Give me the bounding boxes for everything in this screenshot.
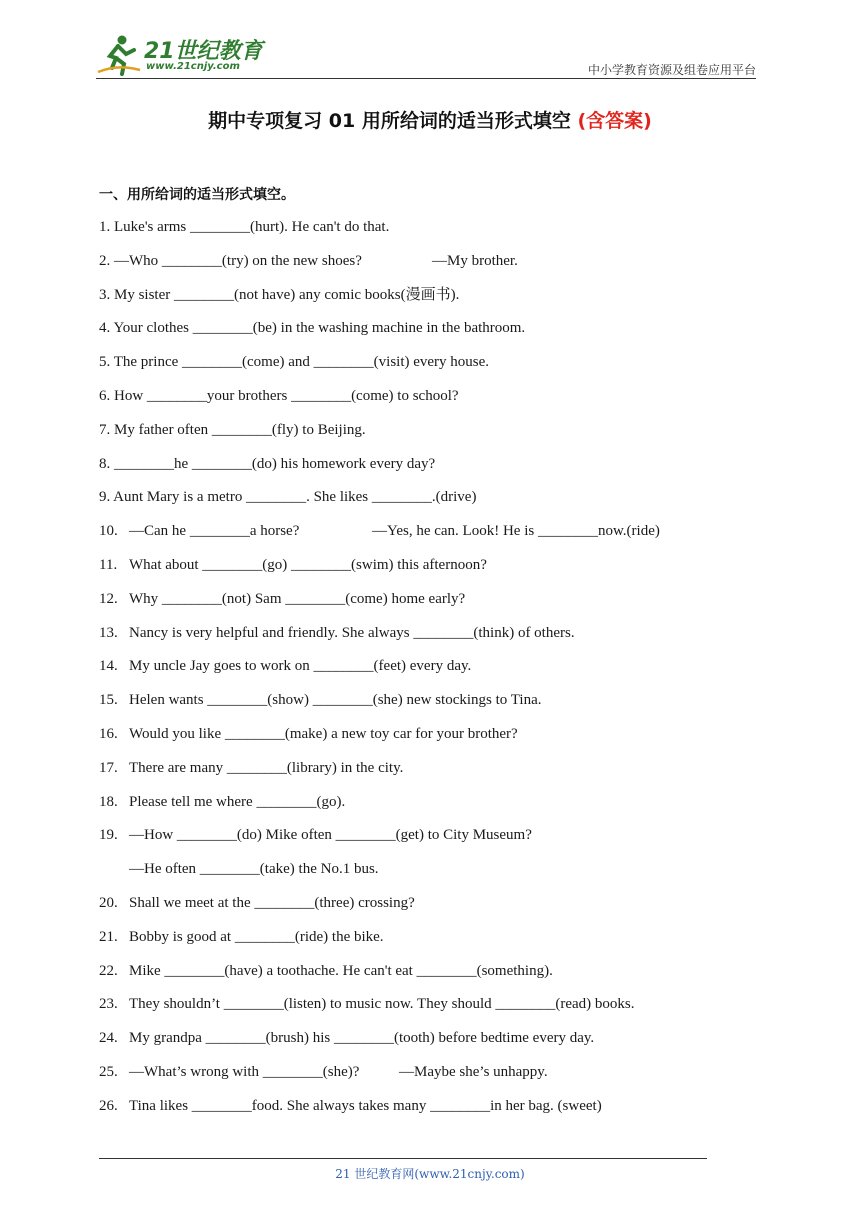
question-number: 10. <box>99 523 118 540</box>
question-item <box>99 893 739 927</box>
question-item <box>99 758 739 792</box>
question-text: My grandpa ________(brush) his ________(tooth) before bedtime every day. <box>129 1030 595 1047</box>
question-item <box>99 454 739 488</box>
question-text: Aunt Mary is a metro ________. She likes ________.(drive) <box>110 489 477 506</box>
page-title <box>0 106 860 133</box>
question-text: Nancy is very helpful and friendly. She always ________(think) of others. <box>129 624 575 641</box>
question-item <box>99 352 739 386</box>
footer-divider <box>99 1158 707 1159</box>
question-item <box>99 589 739 623</box>
page-header <box>96 34 756 78</box>
question-number: 21. <box>99 928 118 945</box>
question-text: Your clothes ________(be) in the washing machine in the bathroom. <box>110 320 526 337</box>
question-number: 25. <box>99 1063 118 1080</box>
question-number: 12. <box>99 590 118 607</box>
question-item <box>99 623 739 657</box>
question-item <box>99 318 739 352</box>
question-text: Luke's arms ________(hurt). He can't do that. <box>110 219 390 235</box>
logo-url: www.21cnjy.com <box>146 61 240 72</box>
question-text: My father often ________(fly) to Beijing. <box>110 421 366 438</box>
question-text: How ________your brothers ________(come) to school? <box>110 387 459 404</box>
question-item <box>99 285 739 319</box>
section-heading: 一、用所给词的适当形式填空。 <box>99 187 295 203</box>
question-item <box>99 1096 739 1130</box>
header-divider <box>96 78 756 79</box>
question-text: Mike ________(have) a toothache. He can't eat ________(something). <box>129 962 553 979</box>
question-number: 16. <box>99 725 118 742</box>
question-item <box>99 487 739 521</box>
question-number: 22. <box>99 962 118 979</box>
question-response-text: —My brother. <box>432 252 518 269</box>
question-text: There are many ________(library) in the city. <box>129 759 404 776</box>
question-text: Tina likes ________food. She always takes many ________in her bag. (sweet) <box>129 1097 602 1114</box>
question-text: They shouldn’t ________(listen) to music now. They should ________(read) books. <box>129 996 635 1013</box>
question-response-text: —Maybe she’s unhappy. <box>399 1063 548 1080</box>
question-number: 19. <box>99 827 118 844</box>
question-number: 24. <box>99 1030 118 1047</box>
question-number: 17. <box>99 759 118 776</box>
question-list <box>99 217 739 1130</box>
title-answer-tag: (含答案) <box>577 110 652 132</box>
question-number: 26. <box>99 1097 118 1114</box>
question-text: Shall we meet at the ________(three) crossing? <box>129 894 415 911</box>
header-platform-text: 中小学教育资源及组卷应用平台 <box>587 63 756 77</box>
question-text: ________he ________(do) his homework every day? <box>110 455 436 472</box>
question-text: Helen wants ________(show) ________(she) new stockings to Tina. <box>129 692 542 709</box>
question-response-text: —Yes, he can. Look! He is ________now.(ride) <box>372 523 660 540</box>
question-number: 18. <box>99 793 118 810</box>
question-number: 1. <box>99 219 111 235</box>
question-item <box>99 251 739 285</box>
question-item <box>99 690 739 724</box>
question-number: 13. <box>99 624 118 641</box>
question-item <box>99 217 739 251</box>
logo-text: 21世纪教育 <box>144 39 263 64</box>
question-item <box>99 386 739 420</box>
question-number: 20. <box>99 894 118 911</box>
question-item <box>99 994 739 1028</box>
question-text: My sister ________(not have) any comic books(漫画书). <box>110 286 460 303</box>
question-item <box>99 825 739 859</box>
question-number: 9. <box>99 489 111 506</box>
question-text: Why ________(not) Sam ________(come) home early? <box>129 590 466 607</box>
site-logo <box>96 34 266 78</box>
runner-logo-icon <box>96 34 142 76</box>
question-text: —How ________(do) Mike often ________(get) to City Museum? <box>129 827 532 844</box>
question-item <box>99 792 739 826</box>
question-item <box>99 420 739 454</box>
question-number: 2. <box>99 252 111 269</box>
question-number: 5. <box>99 354 111 371</box>
question-number: 6. <box>99 387 111 404</box>
question-number: 8. <box>99 455 111 472</box>
question-text: —Who ________(try) on the new shoes? <box>110 252 362 269</box>
question-text: —He often ________(take) the No.1 bus. <box>129 861 379 878</box>
question-number: 23. <box>99 996 118 1013</box>
question-text: Bobby is good at ________(ride) the bike. <box>129 928 384 945</box>
question-item <box>99 1062 739 1096</box>
title-main: 期中专项复习 01 用所给词的适当形式填空 <box>208 110 578 132</box>
question-text: —What’s wrong with ________(she)? <box>129 1063 360 1080</box>
question-item <box>99 1028 739 1062</box>
question-item <box>99 521 739 555</box>
question-number: 15. <box>99 692 118 709</box>
footer-link[interactable]: 21 世纪教育网(www.21cnjy.com) <box>335 1167 525 1181</box>
question-number: 7. <box>99 421 111 438</box>
question-number: 14. <box>99 658 118 675</box>
question-item <box>99 555 739 589</box>
question-text: My uncle Jay goes to work on ________(feet) every day. <box>129 658 472 675</box>
question-item <box>99 724 739 758</box>
question-text: What about ________(go) ________(swim) this afternoon? <box>129 556 487 573</box>
question-text: —Can he ________a horse? <box>129 523 300 540</box>
question-number: 3. <box>99 286 111 303</box>
question-number: 11. <box>99 556 118 573</box>
question-item <box>99 859 739 893</box>
question-text: The prince ________(come) and ________(visit) every house. <box>110 354 490 371</box>
question-item <box>99 927 739 961</box>
question-item <box>99 961 739 995</box>
question-number: 4. <box>99 320 111 337</box>
question-text: Please tell me where ________(go). <box>129 793 346 810</box>
question-item <box>99 656 739 690</box>
question-text: Would you like ________(make) a new toy car for your brother? <box>129 725 518 742</box>
